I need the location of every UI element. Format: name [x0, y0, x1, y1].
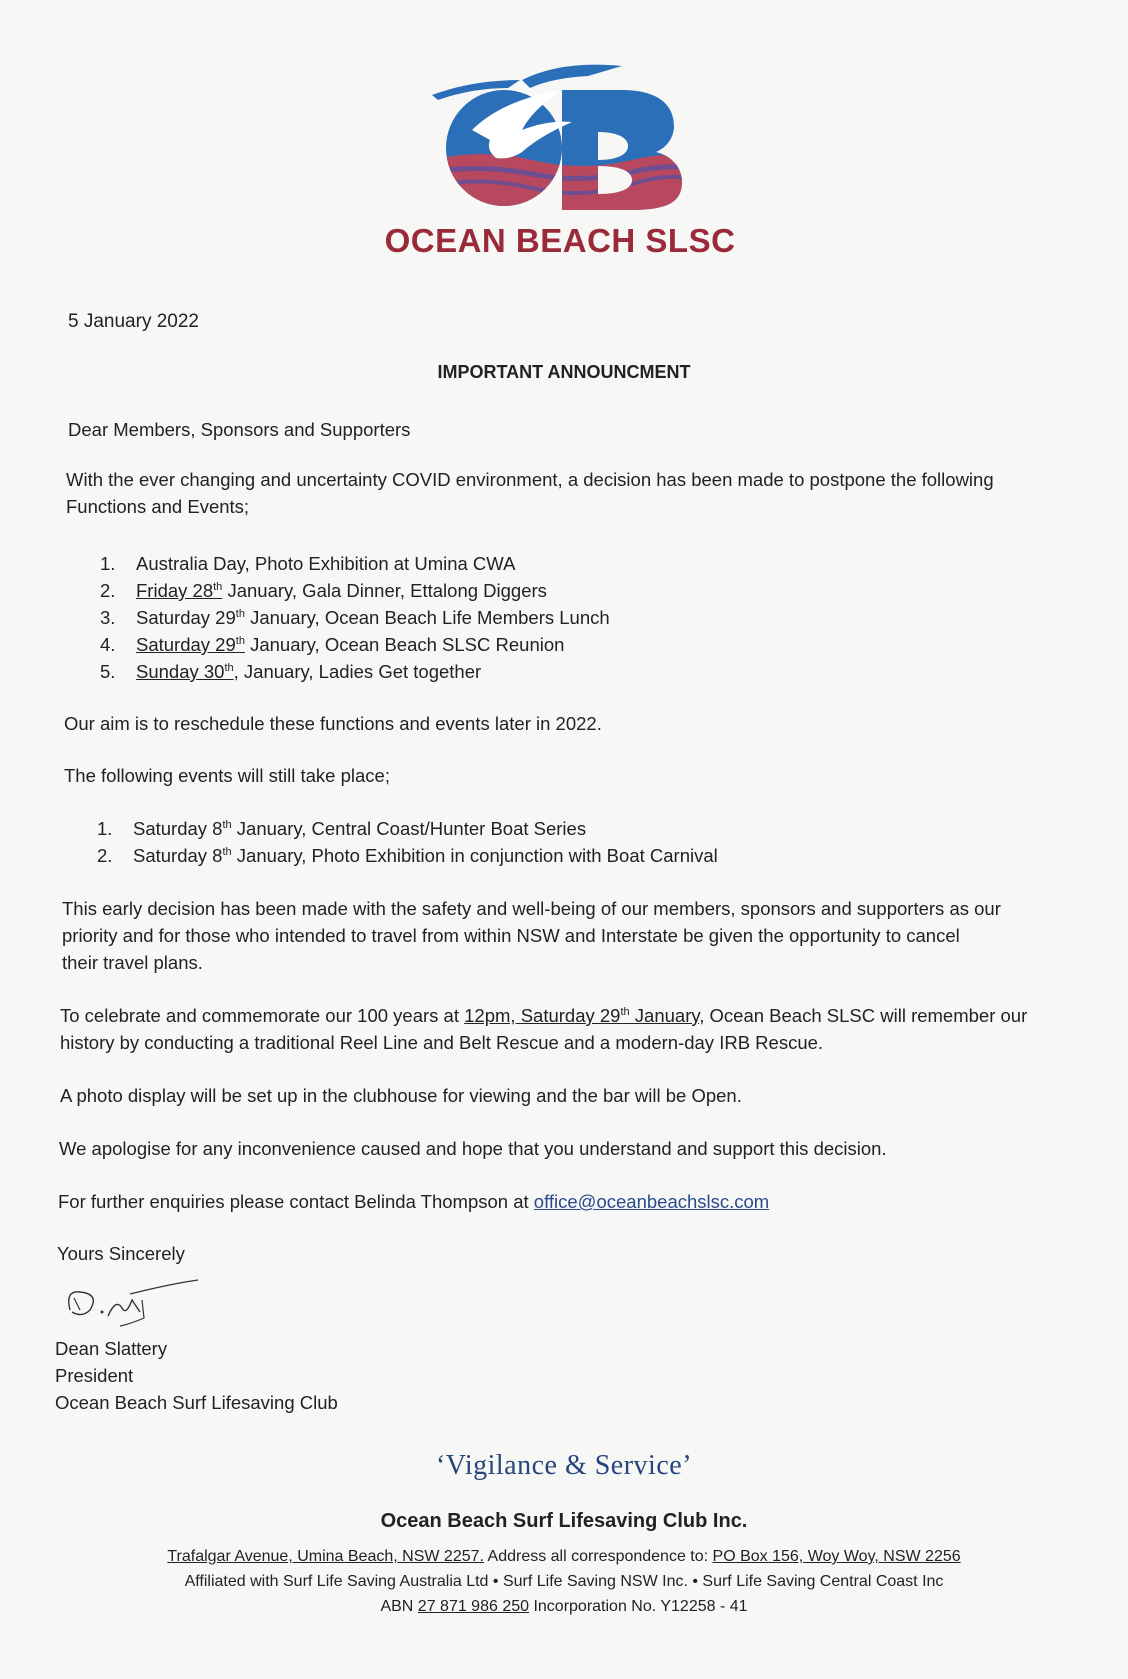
list-item: 4. Saturday 29th January, Ocean Beach SLSC Reunion — [100, 634, 565, 655]
signer-title: President — [55, 1365, 134, 1386]
list-item: 2. Saturday 8th January, Photo Exhibition in conjunction with Boat Carnival — [97, 845, 718, 866]
footer-affiliation: Affiliated with Surf Life Saving Australia Ltd • Surf Life Saving NSW Inc. • Surf Life Saving Central Coast Inc — [184, 1573, 944, 1590]
list-item: 1. Saturday 8th January, Central Coast/Hunter Boat Series — [97, 818, 587, 839]
list-item: 5. Sunday 30th, January, Ladies Get together — [100, 661, 482, 682]
club-logo — [412, 60, 702, 210]
letter-title: IMPORTANT ANNOUNCMENT — [437, 362, 691, 382]
aim-paragraph: Our aim is to reschedule these functions and events later in 2022. — [64, 713, 602, 734]
signature — [60, 1270, 210, 1330]
footer-org-name: Ocean Beach Surf Lifesaving Club Inc. — [380, 1510, 748, 1532]
decision-paragraph: This early decision has been made with the safety and well-being of our members, sponsors and supporters as our priority and for those who intended to travel from within NSW and Interstate be given the opportunity to cancel their travel plans. — [62, 898, 1001, 973]
still-events-list — [97, 815, 718, 869]
club-motto: ‘Vigilance & Service’ — [435, 1450, 693, 1481]
salutation: Dear Members, Sponsors and Supporters — [68, 419, 411, 440]
list-item: 1. Australia Day, Photo Exhibition at Umina CWA — [100, 553, 516, 574]
still-events-intro: The following events will still take place; — [64, 765, 390, 786]
intro-paragraph: With the ever changing and uncertainty COVID environment, a decision has been made to postpone the following Functions and Events; — [66, 469, 994, 517]
list-item: 2. Friday 28th January, Gala Dinner, Ettalong Diggers — [100, 580, 547, 601]
photo-display-paragraph: A photo display will be set up in the clubhouse for viewing and the bar will be Open. — [60, 1085, 742, 1106]
signer-name: Dean Slattery — [55, 1338, 168, 1359]
apology-paragraph: We apologise for any inconvenience caused and hope that you understand and support this decision. — [59, 1138, 887, 1159]
letter-date: 5 January 2022 — [68, 311, 199, 332]
enquiries-paragraph: For further enquiries please contact Belinda Thompson at office@oceanbeachslsc.com — [58, 1191, 770, 1212]
footer-abn: ABN 27 871 986 250 Incorporation No. Y12258 - 41 — [380, 1598, 748, 1615]
postponed-events-list — [100, 550, 610, 685]
signer-org: Ocean Beach Surf Lifesaving Club — [55, 1392, 338, 1413]
celebrate-paragraph: To celebrate and commemorate our 100 years at 12pm, Saturday 29th January, Ocean Beach SLSC will remember our history by conducting a traditional Reel Line and Belt Rescue and a modern-day IRB Rescue. — [60, 1005, 1028, 1053]
list-item: 3. Saturday 29th January, Ocean Beach Life Members Lunch — [100, 607, 610, 628]
email-link[interactable]: office@oceanbeachslsc.com — [533, 1191, 770, 1212]
signer-block — [55, 1335, 338, 1416]
closing: Yours Sincerely — [57, 1243, 185, 1264]
club-name: OCEAN BEACH SLSC — [384, 222, 736, 259]
footer-address: Trafalgar Avenue, Umina Beach, NSW 2257. Address all correspondence to: PO Box 156, Woy Woy, NSW 2256 — [167, 1548, 961, 1565]
